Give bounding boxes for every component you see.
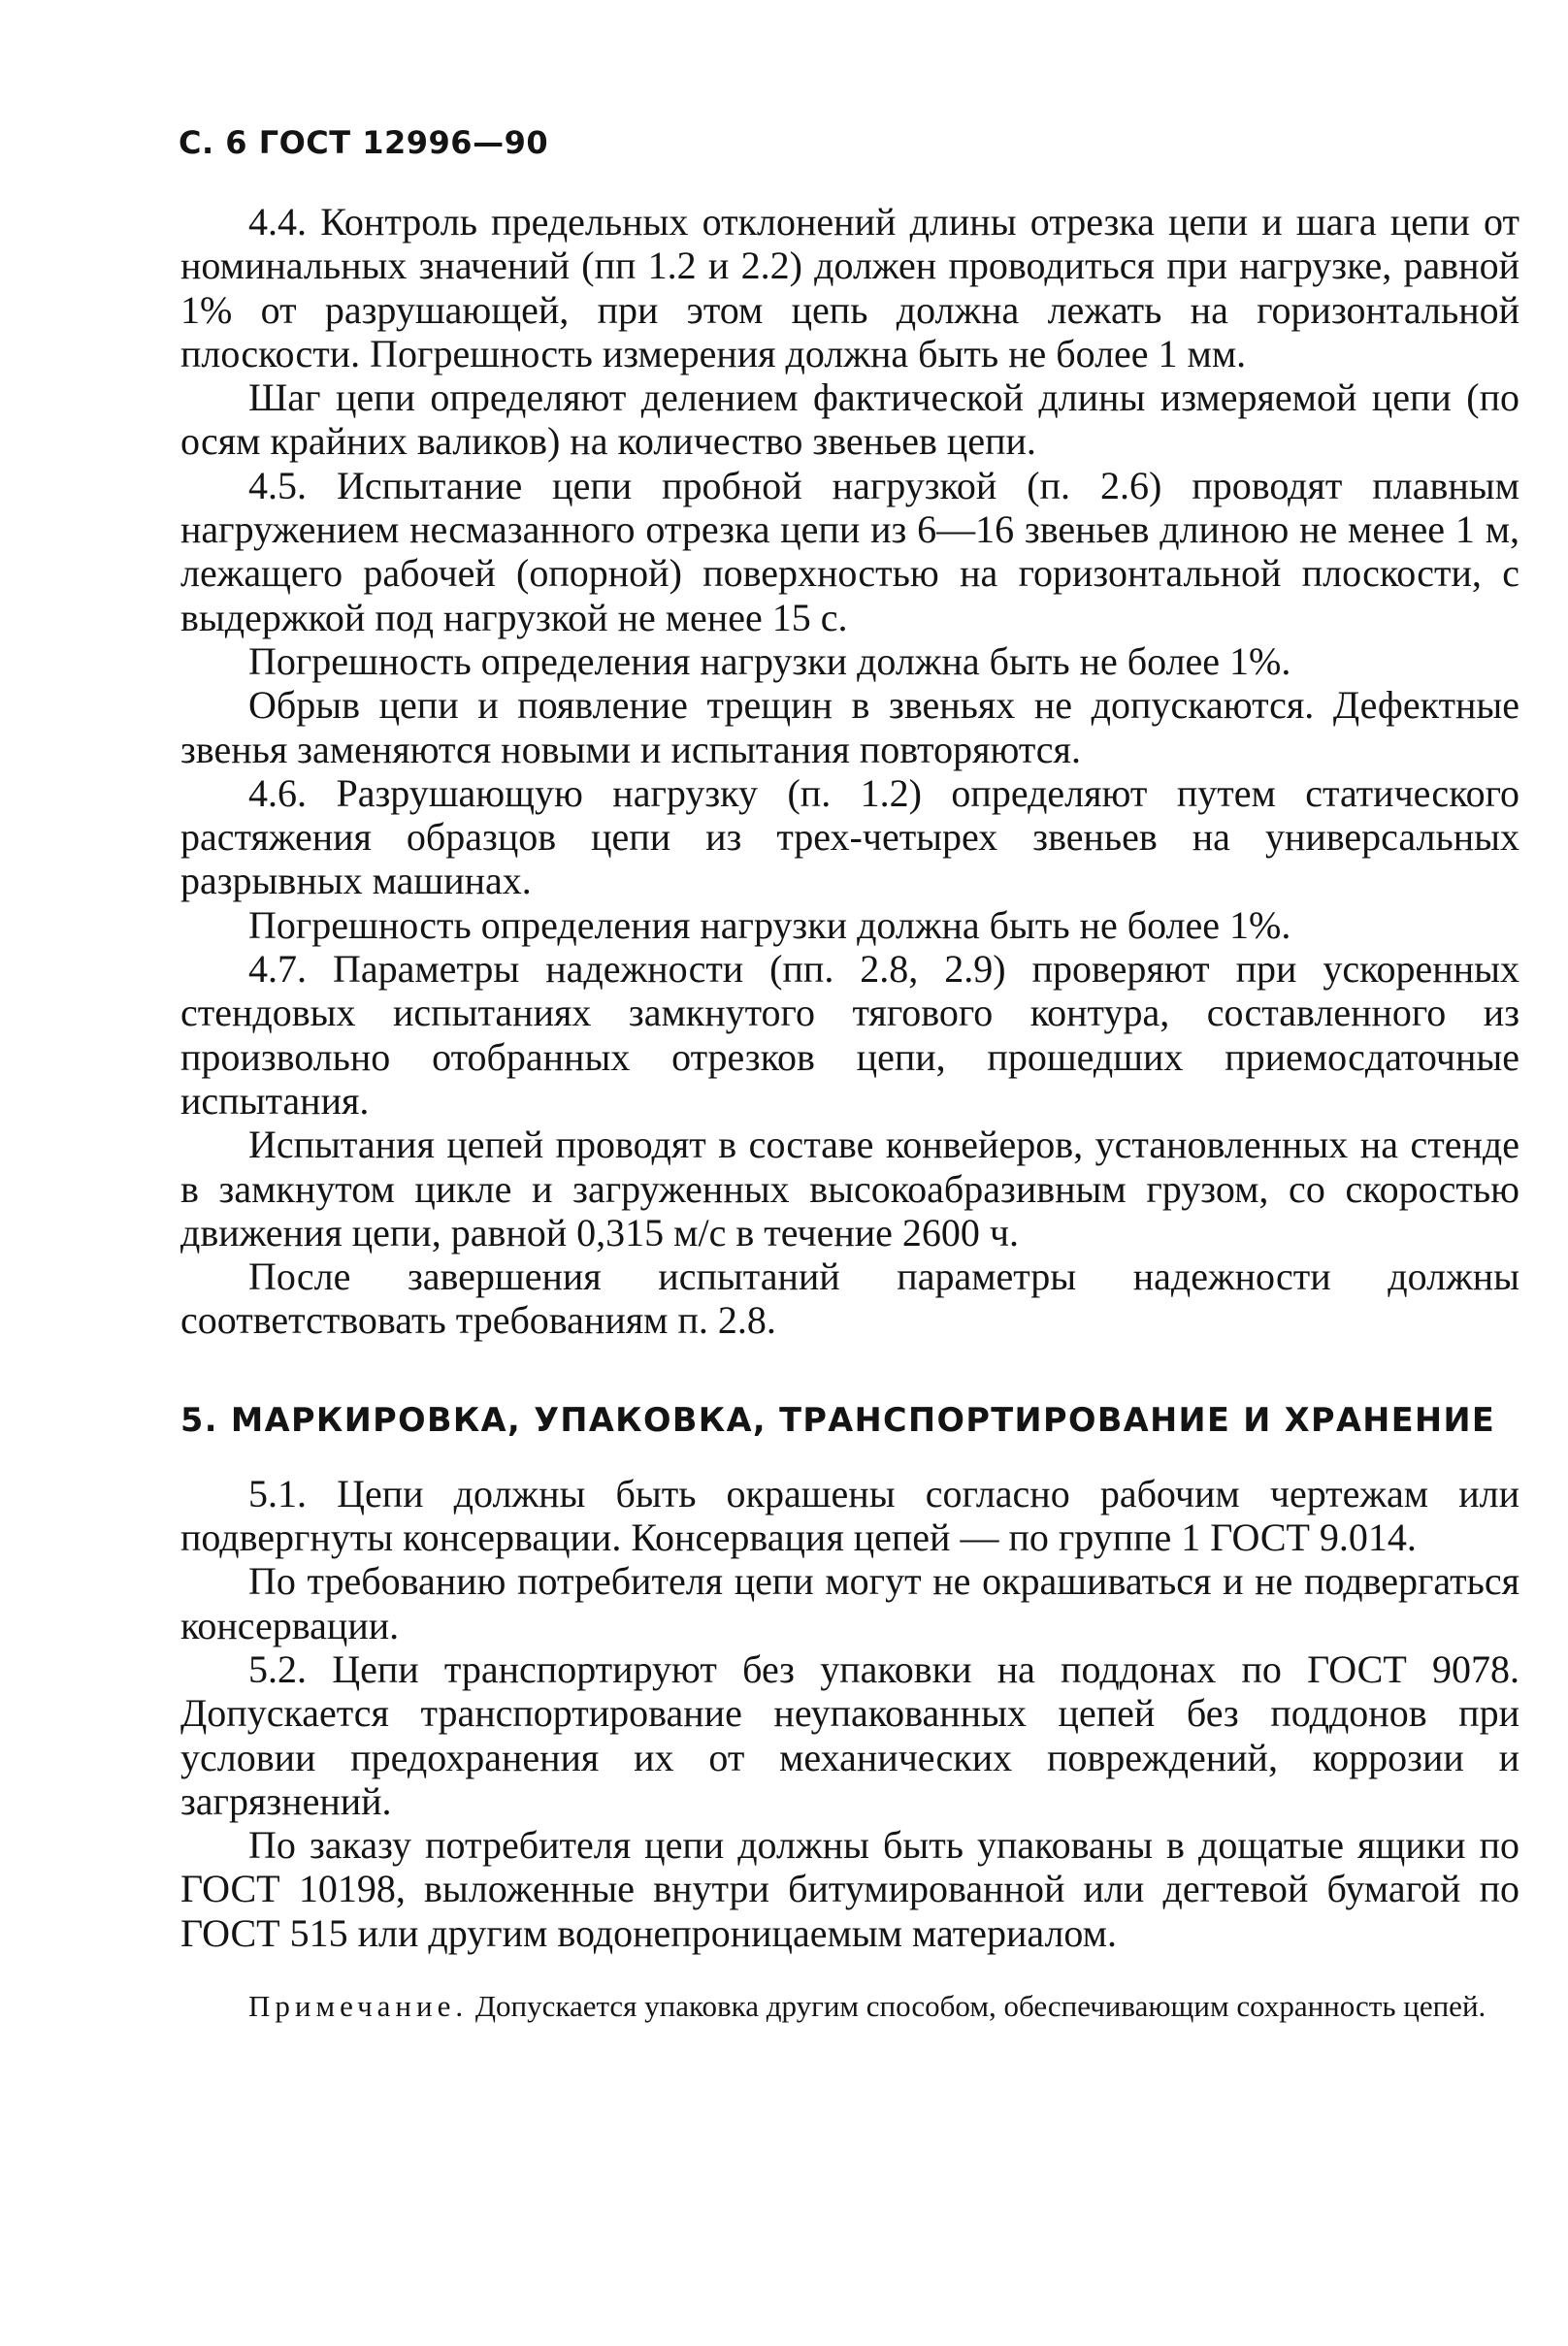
paragraph-load-error-1: Погрешность определения нагрузки должна быть не более 1%.: [248, 638, 1291, 683]
paragraph-4-5: 4.5. Испытание цепи пробной нагрузкой (п. 2.6) проводят плавным нагружением несмазанного отрезка цепи из 6—16 звеньев длиною не менее 1 м, лежащего рабочей (опорной) поверхностью на горизонтальной плоскости, с выдержкой под нагрузкой не менее 15 с.: [180, 463, 1519, 639]
paragraph-defects: Обрыв цепи и появление трещин в звеньях не допускаются. Дефектные звенья заменяются новыми и испытания повторяются.: [180, 683, 1519, 771]
note-label: Примечание.: [248, 1988, 469, 2023]
note-text: Допускается упаковка другим способом, обеспечивающим сохранность цепей.: [474, 1988, 1486, 2023]
paragraph-4-7: 4.7. Параметры надежности (пп. 2.8, 2.9) проверяют при ускоренных стендовых испытаниях замкнутого тягового контура, составленного из произвольно отобранных отрезков цепи, прошедших приемосдаточные испытания.: [180, 947, 1519, 1123]
paragraph-chain-pitch: Шаг цепи определяют делением фактической длины измеряемой цепи (по осям крайних валиков) на количество звеньев цепи.: [180, 375, 1519, 464]
paragraph-5-2: 5.2. Цепи транспортируют без упаковки на поддонах по ГОСТ 9078. Допускается транспортирование неупакованных цепей без поддонов при условии предохранения их от механических повреждений, коррозии и загрязнений.: [180, 1646, 1519, 1823]
paragraph-packing-boxes: По заказу потребителя цепи должны быть упакованы в дощатые ящики по ГОСТ 10198, выложенные внутри битумированной или дегтевой бумагой по ГОСТ 515 или другим водонепроницаемым материалом.: [180, 1823, 1519, 1955]
paragraph-5-1: 5.1. Цепи должны быть окрашены согласно рабочим чертежам или подвергнуты консервации. Консервация цепей — по группе 1 ГОСТ 9.014.: [180, 1471, 1519, 1560]
paragraph-4-6: 4.6. Разрушающую нагрузку (п. 1.2) определяют путем статического растяжения образцов цепи из трех-четырех звеньев на универсальных разрывных машинах.: [180, 770, 1519, 903]
paragraph-no-painting: По требованию потребителя цепи могут не окрашиваться и не подвергаться консервации.: [180, 1559, 1519, 1647]
paragraph-load-error-2: Погрешность определения нагрузки должна быть не более 1%.: [248, 902, 1291, 947]
document-page: [180, 124, 1519, 2025]
page-header: С. 6 ГОСТ 12996—90: [179, 124, 549, 161]
paragraph-conveyor-tests: Испытания цепей проводят в составе конвейеров, установленных на стенде в замкнутом цикле и загруженных высокоабразивным грузом, со скоростью движения цепи, равной 0,315 м/с в течение 2600 ч.: [180, 1123, 1519, 1254]
paragraph-after-tests: После завершения испытаний параметры надежности должны соответствовать требованиям п. 2.8.: [180, 1254, 1519, 1343]
note: [180, 1988, 1519, 2025]
paragraph-4-4: 4.4. Контроль предельных отклонений длины отрезка цепи и шага цепи от номинальных значений (пп 1.2 и 2.2) должен проводиться при нагрузке, равной 1% от разрушающей, при этом цепь должна лежать на горизонтальной плоскости. Погрешность измерения должна быть не более 1 мм.: [180, 200, 1519, 375]
section-5-title: 5. МАРКИРОВКА, УПАКОВКА, ТРАНСПОРТИРОВАНИЕ И ХРАНЕНИЕ: [180, 1400, 1496, 1439]
